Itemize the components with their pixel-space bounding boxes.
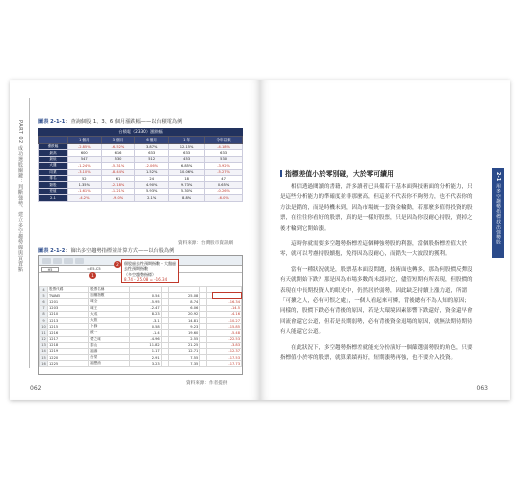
sheet-cell: 股票名稱 — [89, 287, 130, 293]
sheet-cell: 8.74 — [168, 299, 199, 305]
callout-line3: 8.74 - 25.08 = -16.34 — [124, 277, 168, 283]
column-header — [39, 137, 68, 144]
callout-line2: （多空趨勢指標） — [124, 271, 156, 277]
row-label: 最低 — [39, 156, 68, 162]
table-cell: -3.92% — [205, 163, 243, 169]
sheet-cell: -4.96 — [130, 336, 161, 342]
sheet-cell: 1216 — [48, 330, 89, 336]
section-title — [280, 168, 394, 178]
right-page — [260, 80, 510, 400]
row-number: 7 — [40, 305, 48, 311]
figure1-table — [38, 136, 243, 202]
toolbar-button — [64, 258, 73, 264]
table-cell: 1.52% — [135, 169, 169, 175]
table-cell: 616 — [101, 150, 135, 156]
sheet-cell: 1215 — [48, 324, 89, 330]
sheet-cell: -16.34 — [207, 299, 242, 305]
row-label: 同業 — [39, 169, 68, 175]
table-cell: 2.1% — [135, 195, 169, 201]
sheet-cell: 21.25 — [168, 342, 199, 348]
table-row — [39, 195, 243, 201]
column-header: 1 年 — [169, 137, 205, 144]
sheet-cell: TWAEI — [48, 293, 89, 299]
sheet-cell: -2.47 — [130, 305, 161, 311]
sheet-cell: 1201 — [48, 299, 89, 305]
sheet-cell: -22.53 — [207, 336, 242, 342]
row-label: 差值 — [39, 188, 68, 194]
sheet-cell: 25.08 — [168, 293, 199, 299]
table-cell: 6.85% — [169, 163, 205, 169]
row-number: 5 — [40, 293, 48, 299]
row-label: 排名 — [39, 175, 68, 181]
table-cell: -2.18% — [101, 182, 135, 188]
sheet-cell: -17.73 — [207, 361, 242, 367]
sheet-cell: -14.5 — [207, 305, 242, 311]
sheet-cell: 1219 — [48, 348, 89, 354]
sheet-cell: 19.60 — [168, 330, 199, 336]
sheet-cell: 6.06 — [168, 305, 199, 311]
table-cell: 633 — [169, 150, 205, 156]
table-cell: 633 — [135, 150, 169, 156]
table-cell: 3.87% — [135, 144, 169, 150]
sheet-cell: 7.35 — [168, 361, 199, 367]
toolbar-button — [53, 258, 62, 264]
name-box: H5 — [41, 267, 59, 272]
running-header: PART 02 成功選股關鍵：判斷強勢、建立多空趨勢線與買賣點 — [17, 120, 23, 273]
table-cell: -0.26% — [205, 188, 243, 194]
figure2-caption — [38, 247, 174, 254]
table-cell: -1.24% — [67, 163, 101, 169]
column-header: 1 個月 — [67, 137, 101, 144]
sheet-cell — [200, 361, 207, 367]
sheet-cell: 1203 — [48, 305, 89, 311]
table-cell: -1.61% — [67, 188, 101, 194]
column-header: 今年以來 — [205, 137, 243, 144]
table-cell: 4.90% — [135, 182, 169, 188]
book-spread — [10, 80, 510, 400]
sheet-cell: 1210 — [48, 311, 89, 317]
sheet-cell: -15.85 — [207, 324, 242, 330]
table-cell: -5.31% — [101, 163, 135, 169]
table-cell: -2.85% — [67, 144, 101, 150]
paragraph: 當有一種狀況就是，股票基本面沒問題，技術面也轉多，那為何股價反彈沒有天就開始下跌？那是因為市場多數尚未認同它，儘管短期有所表現，但股價的表現在中長期投資人的眼光中，仍然居於弱勢，因此缺乏持續上漲力道，所謂「可擴之人，必有可恨之處」，一個人看起來可憐，背後總有不為人知的原因；同樣的，股價下跌必有背後的原因，若是大環境因素影響下跌還好，資金還早會回流會還它公道，但若是長期弱勢，必有背後資金退場的原因，就無法期待期待有人能還它公道。 — [280, 266, 473, 336]
left-page — [10, 80, 260, 400]
table-cell: 512 — [135, 156, 169, 162]
table-cell: 453 — [169, 156, 205, 162]
sheet-cell: 卜蜂 — [89, 324, 130, 330]
toolbar-button — [42, 258, 51, 264]
table-cell: 9.73% — [169, 182, 205, 188]
row-number: 6 — [40, 299, 48, 305]
table-cell: 12.15% — [169, 144, 205, 150]
table-cell: -4.18% — [205, 144, 243, 150]
sheet-cell: 1220 — [48, 355, 89, 361]
table-cell: 633 — [205, 150, 243, 156]
paragraph: 在此狀況下，多空趨勢指標差就能充分扮演好一個篩選弱勢股的角色，只要指標值小於零的股票，就算業績再好，短期漲勢再強，也不要介入投資。 — [280, 344, 473, 362]
table-cell: 5.93% — [135, 188, 169, 194]
row-number: 10 — [41, 324, 46, 329]
table-cell: 530 — [205, 156, 243, 162]
row-label: 最高 — [39, 150, 68, 156]
sheet-cell: -4.16 — [207, 311, 242, 317]
sheet-cell: 8.23 — [130, 311, 161, 317]
sheet-cell: 20.92 — [168, 311, 199, 317]
figure1-caption-text: ：查詢個股 1、3、6 個月漲跌幅——以台積電為例 — [65, 119, 183, 125]
table-cell: 1.35% — [67, 182, 101, 188]
sheet-cell: 福懋油 — [89, 361, 130, 367]
sheet-row — [40, 361, 242, 367]
column-header: 6 個月 — [135, 137, 169, 144]
table-cell: -5.27% — [205, 169, 243, 175]
sheet-cell: 3.23 — [130, 361, 161, 367]
sheet-cell: 統一 — [89, 330, 130, 336]
step-badge-1: 1 — [89, 272, 96, 279]
row-number: 13 — [41, 343, 46, 348]
table-cell: -4.2% — [67, 195, 101, 201]
table-cell: 61 — [101, 175, 135, 181]
row-number: 12 — [41, 337, 46, 342]
figure1-table-title: 台積電（2330）漲跌幅 — [38, 128, 243, 136]
row-label: 類股 — [39, 182, 68, 188]
chapter-title: 用多空趨勢指標找出強勢股 — [495, 183, 500, 245]
sheet-cell: 味王 — [89, 305, 130, 311]
row-number: 16 — [41, 361, 46, 366]
row-label: 漲跌幅 — [39, 144, 68, 150]
row-number: 4 — [40, 287, 48, 293]
row-number: 9 — [40, 317, 48, 323]
table-cell: 600 — [67, 150, 101, 156]
sheet-cell: 7.55 — [168, 355, 199, 361]
table-cell: 8.8% — [169, 195, 205, 201]
sheet-cell: 1213 — [48, 317, 89, 323]
sheet-cell: 1218 — [48, 342, 89, 348]
formula-text: =E5-C5 — [87, 267, 101, 271]
sheet-cell: 1217 — [48, 336, 89, 342]
sheet-cell: -5.95 — [130, 299, 161, 305]
title-accent-bar — [280, 170, 282, 177]
sheet-cell: 9.23 — [168, 324, 199, 330]
sheet-cell: 大飲 — [89, 317, 130, 323]
section-title-text: 指標差值小於零別碰，大於零可續用 — [285, 170, 394, 178]
sheet-cell: 味全 — [89, 299, 130, 305]
figure1-label: 圖表 2-1-1 — [38, 119, 66, 125]
callout-line1: 個股過去性預期指數 - 大盤過去性預期指數 — [124, 261, 176, 272]
figure2-caption-text: ：篩出多空趨勢指標並計算方式——以台股為例 — [65, 248, 175, 254]
table-cell: -6.52% — [101, 144, 135, 150]
page-number-left: 062 — [30, 385, 42, 392]
spreadsheet-screenshot — [38, 255, 243, 375]
table-header-row — [39, 137, 243, 144]
sheet-cell: 加權指數 — [89, 293, 130, 299]
figure1-table-container — [38, 128, 243, 202]
sheet-cell: 0.54 — [130, 293, 161, 299]
sheet-cell: 1225 — [48, 361, 89, 367]
table-cell: 0.65% — [205, 182, 243, 188]
row-label: 大盤 — [39, 163, 68, 169]
sheet-cell: 0.58 — [130, 324, 161, 330]
formula-callout — [121, 259, 179, 283]
chapter-side-tab-text — [494, 172, 501, 245]
column-header: 3 個月 — [101, 137, 135, 144]
row-number: 8 — [40, 311, 48, 317]
figure1-source: 資料來源：台灣股市資訊網 — [178, 241, 234, 246]
table-cell: -8.44% — [101, 169, 135, 175]
sheet-cell: 11.82 — [130, 342, 161, 348]
table-cell: 18 — [169, 175, 205, 181]
sheet-cell: 1.17 — [130, 348, 161, 354]
table-cell: 47 — [205, 175, 243, 181]
paragraph: 這時你就需要多空趨勢指標差這個轉強勢股的利器，當個股指標差值大於零，就可以考慮持股續抱，免得因為沒耐心，而錯失一大波段的獲利。 — [280, 241, 468, 258]
sheet-cell: 台榮 — [89, 355, 130, 361]
sheet-cell: 2.55 — [168, 336, 199, 342]
sheet-cell: 愛之味 — [89, 336, 130, 342]
paragraph: 相信透過閱讀的書籍，許多讀者已具備若干基本面與技術面的分析能力，只是這些分析能力的準確度並非那麼高，但這並不代表你不夠努力，也不代表你的方法是錯的，而是時機未到，因為市場統一套資金輪動，若那麼多值得投資的股票，在往往你看好的股票，真的是一樣好股票，只是因為你沒耐心持股，賣掉之後才輪到它開始漲。 — [280, 184, 473, 232]
chapter-number: 2-1 — [495, 172, 500, 182]
body-text — [280, 182, 474, 369]
selected-cell-outline — [212, 292, 242, 299]
sheet-cell: -17.53 — [207, 355, 242, 361]
sheet-cell: 股票代碼 — [48, 287, 89, 293]
table-cell: -6.0% — [205, 195, 243, 201]
table-cell: -9.0% — [101, 195, 135, 201]
figure2-source: 資料來源：作者提供 — [186, 381, 228, 386]
sheet-cell: 14.81 — [168, 317, 199, 323]
sheet-cell: 2.91 — [130, 355, 161, 361]
row-number: 14 — [41, 349, 46, 354]
table-cell: 547 — [67, 156, 101, 162]
step-badge-2: 2 — [114, 261, 121, 268]
row-number: 11 — [41, 330, 46, 335]
table-cell: -1.21% — [101, 188, 135, 194]
sheet-cell: -1.4 — [130, 330, 161, 336]
sheet-cell: -3.83 — [207, 342, 242, 348]
row-number: 15 — [41, 355, 46, 360]
header-rule — [29, 98, 30, 368]
figure2-label: 圖表 2-1-2 — [38, 248, 66, 254]
sheet-cell: 福壽 — [89, 348, 130, 354]
sheet-cell: 大成 — [89, 311, 130, 317]
sheet-cell — [161, 361, 168, 367]
sheet-cell: -10.27 — [207, 317, 242, 323]
row-label: 2-1 — [39, 195, 68, 201]
sheet-cell: 泰山 — [89, 342, 130, 348]
table-cell: 5.30% — [169, 188, 205, 194]
sheet-cell: -5.48 — [207, 330, 242, 336]
page-number-right: 063 — [476, 385, 488, 392]
sheet-cell: -12.37 — [207, 348, 242, 354]
table-cell: -3.10% — [67, 169, 101, 175]
table-cell: -2.06% — [135, 163, 169, 169]
toolbar-button — [75, 258, 84, 264]
table-cell: 52 — [67, 175, 101, 181]
table-cell: 10.06% — [169, 169, 205, 175]
sheet-cell: 12.71 — [168, 348, 199, 354]
figure1-caption — [38, 118, 182, 125]
table-cell: 530 — [101, 156, 135, 162]
table-cell: 24 — [135, 175, 169, 181]
sheet-cell: -3.1 — [130, 317, 161, 323]
